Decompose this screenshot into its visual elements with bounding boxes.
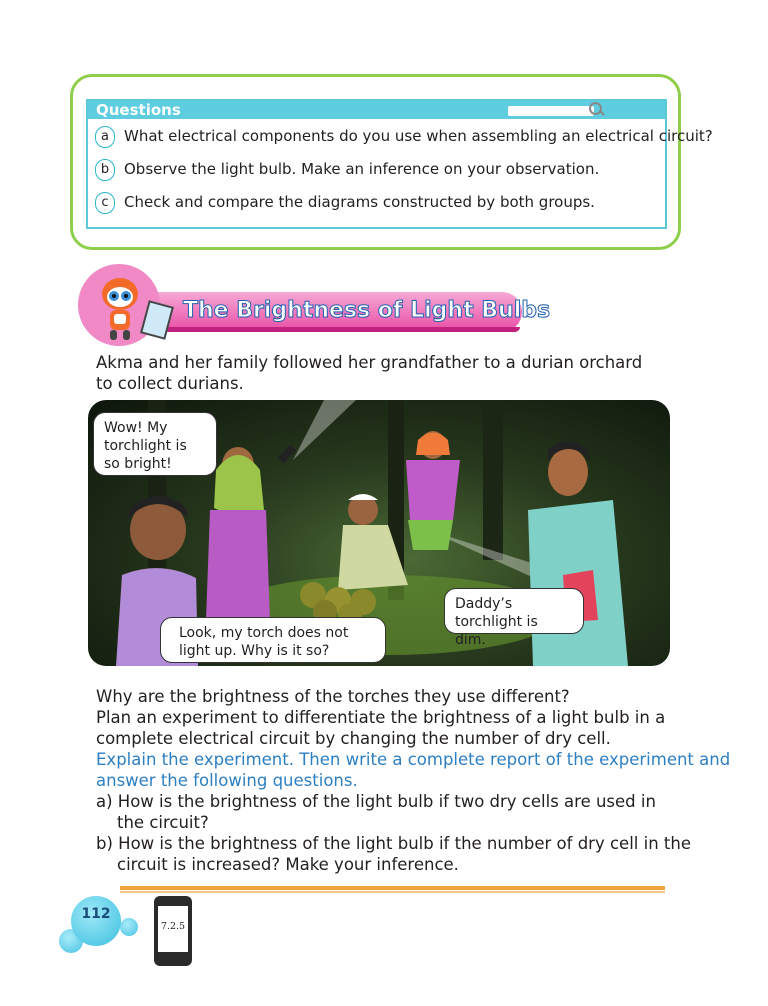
questions-search-field [508,106,594,116]
magnifier-icon [589,102,602,115]
section-title: The Brightness of Light Bulbs [183,298,551,323]
question-text: Check and compare the diagrams constructed by both groups. [124,193,595,211]
question-letter-badge: b [95,159,115,181]
speech-bubble-look: Look, my torch does not light up. Why is it so? [160,617,386,663]
question-letter-badge: a [95,126,115,148]
molecule-dot-icon [120,918,138,936]
question-text: What electrical components do you use when assembling an electrical circuit? [124,127,713,145]
body-question-line: Why are the brightness of the torches they use different? [96,687,570,706]
speech-bubble-wow: Wow! My torchlight is so bright! [93,412,217,476]
footer-rule-light [120,891,665,893]
section-banner-stripe [130,327,520,332]
footer-rule [120,886,665,890]
questions-title: Questions [96,101,181,119]
sub-question-b-line-1: b) How is the brightness of the light bulb if the number of dry cell in the [96,834,691,853]
body-plan-line-1: Plan an experiment to differentiate the brightness of a light bulb in a [96,708,666,727]
sub-question-a-line-1: a) How is the brightness of the light bulb if two dry cells are used in [96,792,656,811]
body-plan-line-2: complete electrical circuit by changing the number of dry cell. [96,729,611,748]
body-instruction-line-2: answer the following questions. [96,771,358,790]
sub-question-a-line-2: the circuit? [117,813,209,832]
question-letter-badge: c [95,192,115,214]
standard-code: 7.2.5 [160,921,186,932]
intro-paragraph: Akma and her family followed her grandfather to a durian orchard to collect durians. [96,353,643,393]
question-text: Observe the light bulb. Make an inference on your observation. [124,160,600,178]
page-number: 112 [81,906,111,922]
body-instruction-line-1: Explain the experiment. Then write a complete report of the experiment and [96,750,731,769]
sub-question-b-line-2: circuit is increased? Make your inference. [117,855,459,874]
speech-bubble-daddy: Daddy’s torchlight is dim. [444,588,584,634]
